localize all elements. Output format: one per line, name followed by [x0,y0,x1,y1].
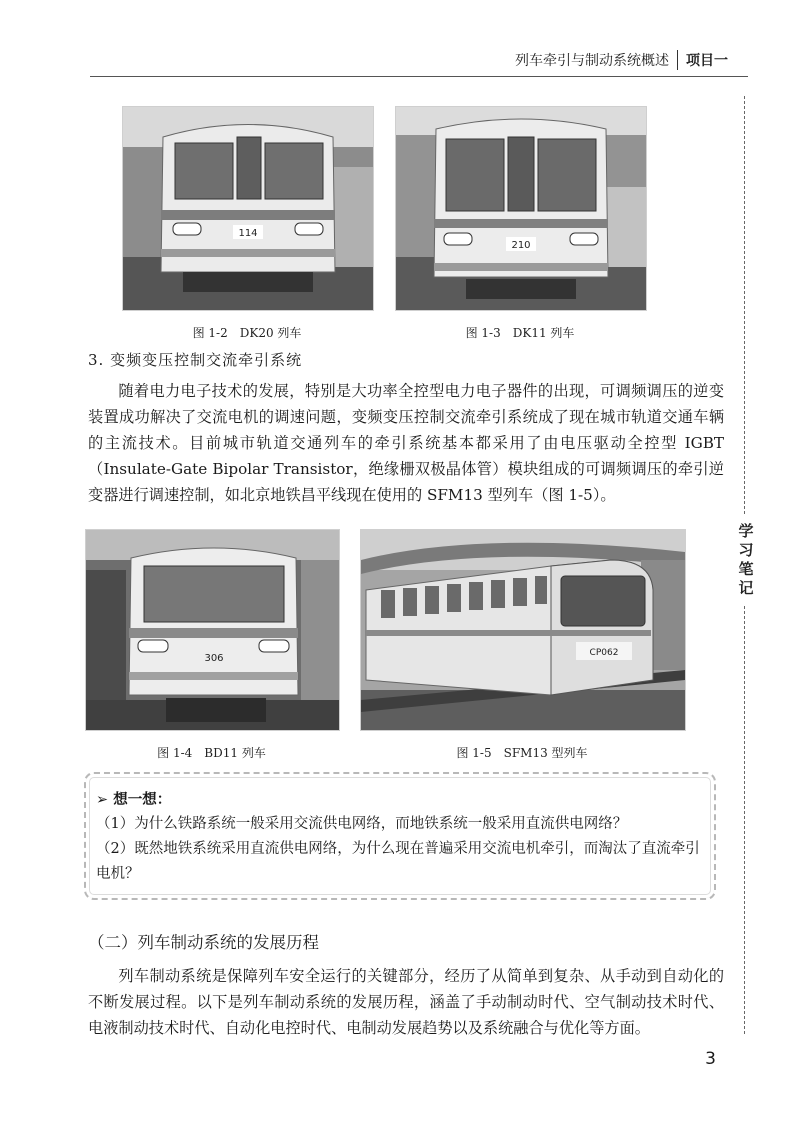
study-notes-label: 学习笔记 [738,522,754,597]
section-paragraph: 随着电力电子技术的发展，特别是大功率全控型电力电子器件的出现，可调频调压的逆变装置成功解决了交流电机的调速问题，变频变压控制交流牵引系统成了现在城市轨道交通车辆的主流技术。目前城市轨道交通列车的牵引系统基本都采用了由电压驱动全控型 IGBT（Insulate-Gate Bipolar Transistor，绝缘栅双极晶体管）模块组成的可调频调压的牵引逆变器进行调速控制，如北京地铁昌平线现在使用的 SFM13 型列车（图 1-5）。 [88,382,724,504]
figure-sfm13-photo [360,529,686,731]
figure-dk11-photo [395,106,647,311]
header-rule [90,76,748,77]
page-number: 3 [705,1049,716,1069]
section-heading: 3. 变频变压控制交流牵引系统 [88,351,303,369]
think-title: ➢ 想一想： [96,792,172,808]
header-separator [677,50,678,70]
section-heading: （二）列车制动系统的发展历程 [88,933,319,952]
running-header [515,50,728,70]
section-paragraph: 列车制动系统是保障列车安全运行的关键部分，经历了从简单到复杂、从手动到自动化的不断发展过程。以下是列车制动系统的发展历程，涵盖了手动制动时代、空气制动技术时代、电液制动技术时代、自动化电控时代、电制动发展趋势以及系统融合与优化等方面。 [88,967,724,1037]
figure-bd11-photo [85,529,340,731]
figure-caption: 图 1-5 SFM13 型列车 [456,746,588,760]
number-plate-210: 210 [511,240,531,251]
number-plate-cp062: CP062 [589,648,619,658]
header-title: 列车牵引与制动系统概述 [515,53,669,69]
header-project: 项目一 [686,53,728,69]
number-plate-306: 306 [204,653,224,664]
figure-dk20-photo [122,106,374,311]
figure-caption: 图 1-4 BD11 列车 [157,746,266,760]
notes-divider-bottom [744,606,745,1034]
figure-caption: 图 1-3 DK11 列车 [465,326,575,340]
figure-caption: 图 1-2 DK20 列车 [192,326,302,340]
think-question-2: （2）既然地铁系统采用直流供电网络，为什么现在普遍采用交流电机牵引，而淘汰了直流牵引电机？ [96,841,700,882]
number-plate-114: 114 [238,228,258,239]
think-question-1: （1）为什么铁路系统一般采用交流供电网络，而地铁系统一般采用直流供电网络？ [96,816,628,832]
notes-divider-top [744,96,745,514]
